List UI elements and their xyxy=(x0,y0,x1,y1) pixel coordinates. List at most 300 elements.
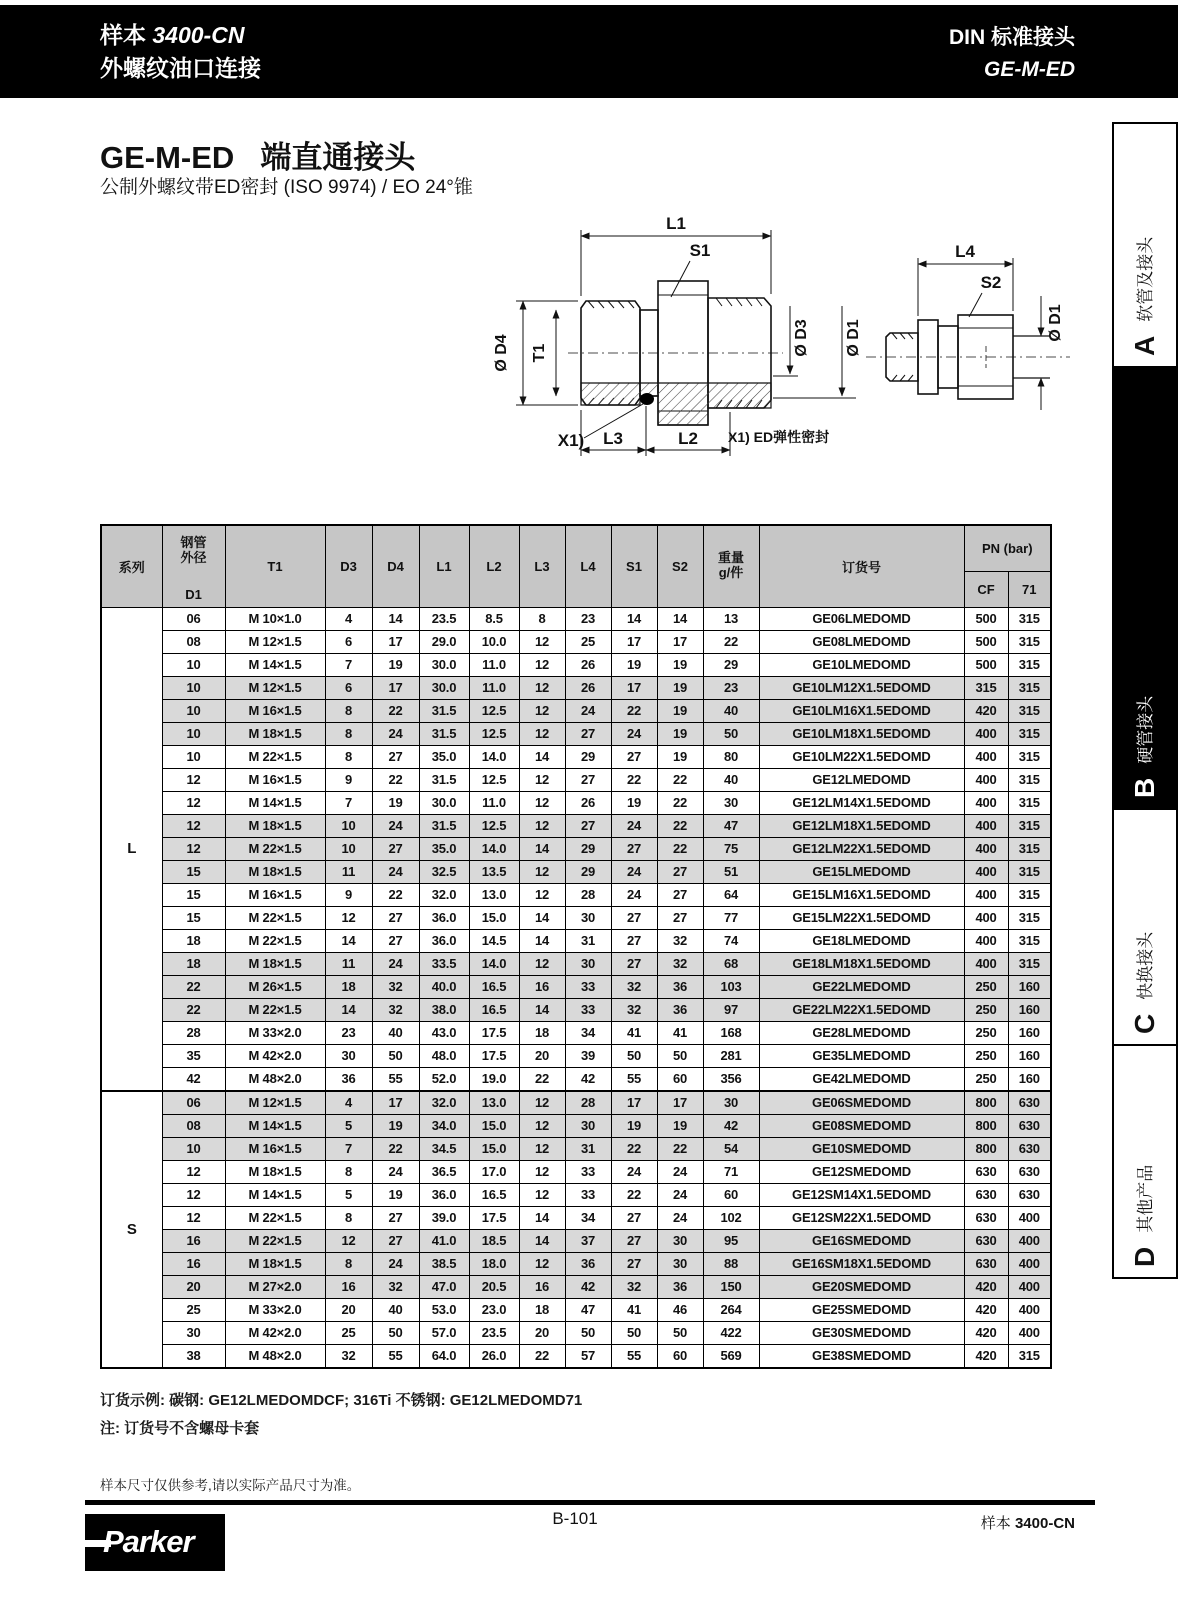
cell: 11 xyxy=(325,952,372,975)
main-technical-drawing xyxy=(428,198,868,463)
cell: 4 xyxy=(325,1091,372,1115)
cell: 22 xyxy=(372,1137,419,1160)
cell: 14 xyxy=(519,998,565,1021)
cell: 50 xyxy=(611,1321,657,1344)
cell: 36 xyxy=(657,1275,703,1298)
cell: 27 xyxy=(657,906,703,929)
catalog-number xyxy=(100,19,261,52)
cell: M 22×1.5 xyxy=(225,837,325,860)
cell: 102 xyxy=(703,1206,759,1229)
col-l1: L1 xyxy=(419,525,469,607)
cell: M 18×1.5 xyxy=(225,1252,325,1275)
cell: 88 xyxy=(703,1252,759,1275)
cell: 27 xyxy=(565,768,611,791)
cell: 16 xyxy=(519,975,565,998)
table-row xyxy=(101,1252,1051,1275)
cell: 250 xyxy=(964,998,1008,1021)
cell: M 22×1.5 xyxy=(225,906,325,929)
cell: 12.5 xyxy=(469,699,519,722)
cell: GE08LMEDOMD xyxy=(759,630,964,653)
cell: 10 xyxy=(162,1137,225,1160)
series-code: GE-M-ED xyxy=(984,57,1075,81)
cell: 41 xyxy=(611,1298,657,1321)
standard-name: DIN 标准接头 xyxy=(949,26,1075,49)
cell: 13.5 xyxy=(469,860,519,883)
cell: 39.0 xyxy=(419,1206,469,1229)
cell: 23 xyxy=(565,607,611,630)
tab-section-a[interactable] xyxy=(1112,122,1178,368)
table-row xyxy=(101,768,1051,791)
cell: 10 xyxy=(162,745,225,768)
cell: 10 xyxy=(325,814,372,837)
tab-d-label: 其他产品 xyxy=(1135,1164,1155,1233)
cell: GE25SMEDOMD xyxy=(759,1298,964,1321)
cell: 51 xyxy=(703,860,759,883)
cell: 19 xyxy=(372,1183,419,1206)
dim-label-d1: Ø D1 xyxy=(845,319,862,357)
cell: 12 xyxy=(519,699,565,722)
cell: 31.5 xyxy=(419,768,469,791)
cell: 7 xyxy=(325,653,372,676)
cell: 14 xyxy=(657,607,703,630)
cell: 12.5 xyxy=(469,768,519,791)
tab-b-label: 硬管接头 xyxy=(1135,695,1155,764)
cell: M 16×1.5 xyxy=(225,699,325,722)
cell: 400 xyxy=(1008,1298,1051,1321)
table-row xyxy=(101,1137,1051,1160)
cell: 52.0 xyxy=(419,1067,469,1091)
cell: 12 xyxy=(162,814,225,837)
cell: 22 xyxy=(162,998,225,1021)
cell: 32.0 xyxy=(419,883,469,906)
cell: 281 xyxy=(703,1044,759,1067)
cell: 8 xyxy=(325,1160,372,1183)
cell: M 26×1.5 xyxy=(225,975,325,998)
cell: 50 xyxy=(611,1044,657,1067)
cell: 60 xyxy=(703,1183,759,1206)
cell: 400 xyxy=(964,768,1008,791)
dim-label-d4: Ø D4 xyxy=(493,334,510,372)
cell: 630 xyxy=(964,1252,1008,1275)
cell: 24 xyxy=(657,1160,703,1183)
order-example-note: 订货示例: 碳钢: GE12LMEDOMDCF; 316Ti 不锈钢: GE12LMEDOMD71 xyxy=(100,1392,583,1409)
cell: GE12LM14X1.5EDOMD xyxy=(759,791,964,814)
cell: 31.5 xyxy=(419,699,469,722)
cell: 14.0 xyxy=(469,745,519,768)
cell: 24 xyxy=(611,860,657,883)
cell: 12 xyxy=(325,906,372,929)
cell: 27 xyxy=(657,883,703,906)
table-row xyxy=(101,837,1051,860)
cell: 12 xyxy=(519,1183,565,1206)
cell: 34.0 xyxy=(419,1114,469,1137)
cell: 10 xyxy=(162,699,225,722)
cell: 315 xyxy=(1008,929,1051,952)
cell: 17.5 xyxy=(469,1206,519,1229)
cell: 315 xyxy=(1008,768,1051,791)
cell: 54 xyxy=(703,1137,759,1160)
cell: 22 xyxy=(372,768,419,791)
cell: 10 xyxy=(325,837,372,860)
cell: 27 xyxy=(372,906,419,929)
cell: 20.5 xyxy=(469,1275,519,1298)
cell: 32 xyxy=(657,929,703,952)
cell: 30.0 xyxy=(419,653,469,676)
cell: 160 xyxy=(1008,998,1051,1021)
dimension-disclaimer: 样本尺寸仅供参考,请以实际产品尺寸为准。 xyxy=(100,1478,361,1493)
cell: 160 xyxy=(1008,1067,1051,1091)
cell: 71 xyxy=(703,1160,759,1183)
cell: 40.0 xyxy=(419,975,469,998)
dim-label-s2: S2 xyxy=(980,273,1002,292)
cell: 32 xyxy=(611,998,657,1021)
cell: GE10SMEDOMD xyxy=(759,1137,964,1160)
cell: 36 xyxy=(657,975,703,998)
cell: 14 xyxy=(519,837,565,860)
dim-label-l1: L1 xyxy=(666,214,686,233)
cell: 32 xyxy=(372,998,419,1021)
cell: 33 xyxy=(565,1160,611,1183)
cell: 103 xyxy=(703,975,759,998)
cell: M 12×1.5 xyxy=(225,630,325,653)
col-l2: L2 xyxy=(469,525,519,607)
cell: 150 xyxy=(703,1275,759,1298)
cell: 12 xyxy=(519,1252,565,1275)
cell: 400 xyxy=(964,814,1008,837)
cell: 400 xyxy=(964,906,1008,929)
cell: M 14×1.5 xyxy=(225,791,325,814)
cell: 06 xyxy=(162,1091,225,1115)
cell: 12 xyxy=(519,1114,565,1137)
cell: 19 xyxy=(372,791,419,814)
cell: 14 xyxy=(372,607,419,630)
table-row xyxy=(101,653,1051,676)
cell: 38 xyxy=(162,1344,225,1368)
tab-section-c[interactable] xyxy=(1112,808,1178,1046)
cell: 41.0 xyxy=(419,1229,469,1252)
cell: M 12×1.5 xyxy=(225,1091,325,1115)
cell: 10 xyxy=(162,653,225,676)
cell: 19 xyxy=(657,722,703,745)
cell: 42 xyxy=(703,1114,759,1137)
dim-label-d1: Ø D1 xyxy=(1047,304,1064,342)
cell: 315 xyxy=(1008,883,1051,906)
cell: 47 xyxy=(703,814,759,837)
cell: 16.5 xyxy=(469,998,519,1021)
cell: 11.0 xyxy=(469,791,519,814)
cell: 11.0 xyxy=(469,676,519,699)
cell: 13.0 xyxy=(469,1091,519,1115)
cell: 315 xyxy=(1008,607,1051,630)
cell: M 18×1.5 xyxy=(225,722,325,745)
cell: 7 xyxy=(325,1137,372,1160)
cell: 17 xyxy=(611,676,657,699)
cell: 356 xyxy=(703,1067,759,1091)
cell: 26 xyxy=(565,676,611,699)
cell: 24 xyxy=(611,883,657,906)
table-row xyxy=(101,1067,1051,1091)
catalog-prefix: 样本 xyxy=(100,22,146,48)
header-right xyxy=(949,22,1075,85)
page-number: B-101 xyxy=(552,1509,598,1528)
cell: 400 xyxy=(964,745,1008,768)
cell: 27 xyxy=(611,1229,657,1252)
cell: 18.0 xyxy=(469,1252,519,1275)
cell: 315 xyxy=(1008,676,1051,699)
cell: 315 xyxy=(1008,952,1051,975)
cell: GE12LM18X1.5EDOMD xyxy=(759,814,964,837)
table-row xyxy=(101,1275,1051,1298)
cell: 8 xyxy=(325,699,372,722)
cell: 19 xyxy=(657,745,703,768)
cell: 400 xyxy=(1008,1275,1051,1298)
footer-catalog-prefix: 样本 xyxy=(980,1515,1011,1532)
table-row xyxy=(101,1298,1051,1321)
cell: 47 xyxy=(565,1298,611,1321)
cell: 36.0 xyxy=(419,929,469,952)
cell: M 14×1.5 xyxy=(225,1183,325,1206)
cell: GE10LM22X1.5EDOMD xyxy=(759,745,964,768)
cell: 18.5 xyxy=(469,1229,519,1252)
cell: 12 xyxy=(519,814,565,837)
logo-text: Parker xyxy=(103,1524,194,1559)
cell: 19 xyxy=(657,676,703,699)
cell: 8 xyxy=(519,607,565,630)
series-label: S xyxy=(101,1091,162,1368)
cell: 95 xyxy=(703,1229,759,1252)
tab-c-letter: C xyxy=(1129,1013,1160,1034)
cell: 32 xyxy=(372,975,419,998)
table-row xyxy=(101,883,1051,906)
cell: 30 xyxy=(325,1044,372,1067)
cell: 315 xyxy=(1008,906,1051,929)
table-row xyxy=(101,1206,1051,1229)
cell: 28 xyxy=(565,1091,611,1115)
col-series: 系列 xyxy=(101,525,162,607)
cell: 34.5 xyxy=(419,1137,469,1160)
cell: 630 xyxy=(964,1229,1008,1252)
cell: 22 xyxy=(611,1183,657,1206)
cell: 48.0 xyxy=(419,1044,469,1067)
cell: 19 xyxy=(611,1114,657,1137)
tab-a-label: 软管及接头 xyxy=(1135,236,1155,322)
cell: GE12SM22X1.5EDOMD xyxy=(759,1206,964,1229)
ed-seal xyxy=(640,393,654,405)
cell: 18 xyxy=(162,952,225,975)
cell: 34 xyxy=(565,1021,611,1044)
cell: 569 xyxy=(703,1344,759,1368)
cell: M 22×1.5 xyxy=(225,998,325,1021)
cell: 18 xyxy=(519,1298,565,1321)
cell: 422 xyxy=(703,1321,759,1344)
cell: 315 xyxy=(1008,837,1051,860)
table-body xyxy=(101,607,1051,1368)
cell: 77 xyxy=(703,906,759,929)
col-d4: D4 xyxy=(372,525,419,607)
cell: M 14×1.5 xyxy=(225,1114,325,1137)
cell: 40 xyxy=(372,1298,419,1321)
cell: 14.0 xyxy=(469,952,519,975)
table-row xyxy=(101,676,1051,699)
cell: 6 xyxy=(325,630,372,653)
cell: GE38SMEDOMD xyxy=(759,1344,964,1368)
cell: 26 xyxy=(565,653,611,676)
cell: 16 xyxy=(162,1252,225,1275)
cell: 12 xyxy=(162,1206,225,1229)
cell: 27 xyxy=(611,745,657,768)
cell: 40 xyxy=(703,768,759,791)
cell: GE16SM18X1.5EDOMD xyxy=(759,1252,964,1275)
cell: 315 xyxy=(1008,745,1051,768)
cell: 630 xyxy=(964,1183,1008,1206)
cell: 315 xyxy=(1008,860,1051,883)
cell: 630 xyxy=(1008,1183,1051,1206)
cell: 36 xyxy=(565,1252,611,1275)
cell: 74 xyxy=(703,929,759,952)
cell: 12 xyxy=(325,1229,372,1252)
cell: 13.0 xyxy=(469,883,519,906)
cell: 400 xyxy=(964,952,1008,975)
spec-table xyxy=(100,524,1052,1369)
cell: 14 xyxy=(519,1206,565,1229)
cell: 24 xyxy=(372,1160,419,1183)
cell: 27 xyxy=(372,929,419,952)
tab-d-letter: D xyxy=(1129,1246,1160,1267)
cell: 33 xyxy=(565,998,611,1021)
cell: 630 xyxy=(1008,1160,1051,1183)
cell: 38.5 xyxy=(419,1252,469,1275)
cell: 12 xyxy=(519,1091,565,1115)
cell: GE30SMEDOMD xyxy=(759,1321,964,1344)
dim-label-l2: L2 xyxy=(678,429,698,448)
cell: 15.0 xyxy=(469,1114,519,1137)
cell: 16 xyxy=(519,1275,565,1298)
footer-rule xyxy=(85,1500,1095,1505)
cell: 12 xyxy=(519,722,565,745)
cell: 630 xyxy=(1008,1114,1051,1137)
cell: 17 xyxy=(372,676,419,699)
cell: 08 xyxy=(162,1114,225,1137)
cell: 26.0 xyxy=(469,1344,519,1368)
footer-catalog xyxy=(981,1512,1075,1533)
cell: 500 xyxy=(964,607,1008,630)
cell: 630 xyxy=(1008,1137,1051,1160)
cell: 500 xyxy=(964,653,1008,676)
cell: 36 xyxy=(325,1067,372,1091)
cell: 250 xyxy=(964,1044,1008,1067)
cell: 420 xyxy=(964,1275,1008,1298)
cell: GE18LMEDOMD xyxy=(759,929,964,952)
cell: 12 xyxy=(162,791,225,814)
cell: 630 xyxy=(964,1206,1008,1229)
cell: 22 xyxy=(657,791,703,814)
dim-label-x1: X1) xyxy=(557,431,585,450)
cell: 30 xyxy=(565,1114,611,1137)
table-row xyxy=(101,1229,1051,1252)
tab-section-b[interactable] xyxy=(1112,366,1178,810)
cell: 50 xyxy=(657,1044,703,1067)
cell: 32 xyxy=(372,1275,419,1298)
table-row xyxy=(101,1091,1051,1115)
tab-section-d[interactable] xyxy=(1112,1044,1178,1279)
page-subtitle: 公制外螺纹带ED密封 (ISO 9974) / EO 24°锥 xyxy=(100,177,473,198)
cell: 12 xyxy=(162,1183,225,1206)
cell: 19 xyxy=(611,653,657,676)
cell: M 48×2.0 xyxy=(225,1344,325,1368)
cell: 38.0 xyxy=(419,998,469,1021)
cell: 16 xyxy=(325,1275,372,1298)
cell: 23 xyxy=(325,1021,372,1044)
nut-ferrule-note: 注: 订货号不含螺母卡套 xyxy=(100,1420,260,1437)
cell: GE12SM14X1.5EDOMD xyxy=(759,1183,964,1206)
cell: 13 xyxy=(703,607,759,630)
cell: 80 xyxy=(703,745,759,768)
cell: 17 xyxy=(372,630,419,653)
tab-a-content xyxy=(1130,237,1160,356)
cell: 15 xyxy=(162,906,225,929)
cell: 22 xyxy=(611,699,657,722)
cell: 14 xyxy=(325,929,372,952)
cell: 315 xyxy=(1008,722,1051,745)
cell: 17 xyxy=(657,630,703,653)
table-header xyxy=(101,525,1051,607)
col-tube-od-label: 钢管外径 xyxy=(180,534,207,566)
cell: 27 xyxy=(372,745,419,768)
cell: 14.0 xyxy=(469,837,519,860)
cell: 42 xyxy=(565,1067,611,1091)
cell: 15.0 xyxy=(469,906,519,929)
cell: M 33×2.0 xyxy=(225,1298,325,1321)
cell: 55 xyxy=(611,1344,657,1368)
cell: 12 xyxy=(519,653,565,676)
cell: 19 xyxy=(372,653,419,676)
cell: 264 xyxy=(703,1298,759,1321)
cell: 12 xyxy=(519,883,565,906)
cell: 08 xyxy=(162,630,225,653)
cell: M 22×1.5 xyxy=(225,1229,325,1252)
section-subtitle: 外螺纹油口连接 xyxy=(100,55,261,82)
cell: 400 xyxy=(1008,1252,1051,1275)
cell: 6 xyxy=(325,676,372,699)
cell: 55 xyxy=(372,1344,419,1368)
cell: 800 xyxy=(964,1091,1008,1115)
cell: 24 xyxy=(611,722,657,745)
cell: 12 xyxy=(519,952,565,975)
cell: 32 xyxy=(325,1344,372,1368)
table-row xyxy=(101,814,1051,837)
cell: 22 xyxy=(611,1137,657,1160)
cell: 23.5 xyxy=(419,607,469,630)
cell: 97 xyxy=(703,998,759,1021)
cell: 50 xyxy=(565,1321,611,1344)
cell: 7 xyxy=(325,791,372,814)
table-row xyxy=(101,860,1051,883)
cell: 22 xyxy=(519,1344,565,1368)
cell: 33 xyxy=(565,975,611,998)
table-row xyxy=(101,722,1051,745)
cell: 27 xyxy=(372,837,419,860)
cell: 315 xyxy=(1008,814,1051,837)
cell: GE06LMEDOMD xyxy=(759,607,964,630)
cell: 22 xyxy=(657,1137,703,1160)
cell: 41 xyxy=(657,1021,703,1044)
cell: 30 xyxy=(162,1321,225,1344)
col-tube-od xyxy=(162,525,225,607)
col-weight-bottom: g/件 xyxy=(718,565,744,581)
cell: 36 xyxy=(657,998,703,1021)
cell: 29 xyxy=(703,653,759,676)
table-row xyxy=(101,1021,1051,1044)
